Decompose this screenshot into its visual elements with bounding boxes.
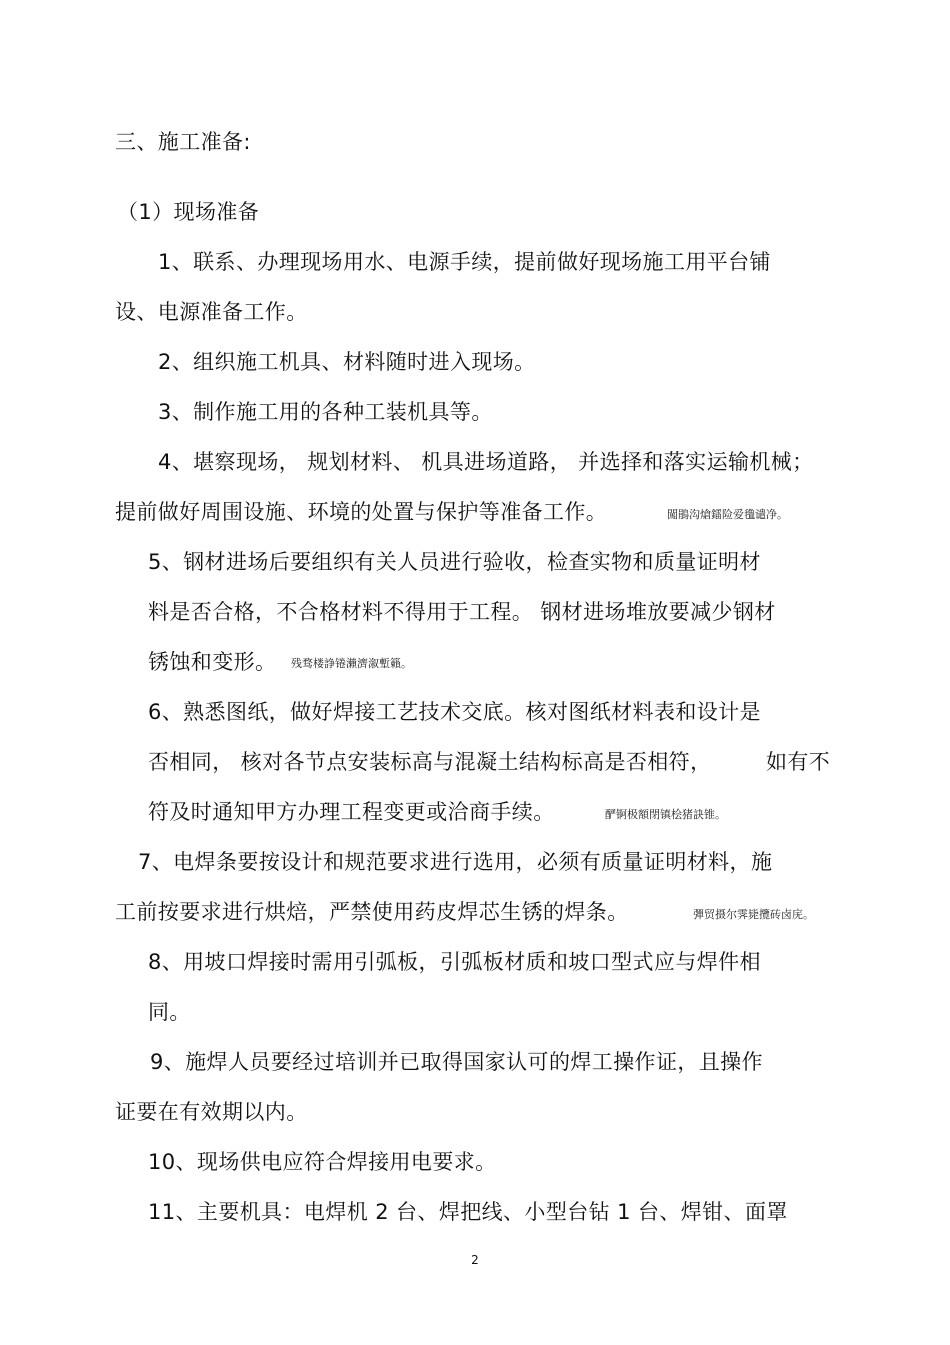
item-6-line-1: 6、熟悉图纸，做好焊接工艺技术交底。核对图纸材料表和设计是: [148, 700, 761, 724]
item-5-line-1: 5、钢材进场后要组织有关人员进行验收，检查实物和质量证明材: [148, 550, 761, 574]
item-1-line-1: 1、联系、办理现场用水、电源手续，提前做好现场施工用平台铺: [158, 250, 771, 274]
section-title: 三、施工准备:: [115, 130, 251, 154]
subsection-title: （1）现场准备: [117, 200, 260, 224]
item-6-small-text: 酽锕极額閉镇桧猪訣锥。: [605, 808, 726, 821]
item-11: 11、主要机具：电焊机 2 台、焊把线、小型台钻 1 台、焊钳、面罩: [148, 1200, 788, 1224]
item-2: 2、组织施工机具、材料随时进入现场。: [158, 350, 536, 374]
item-4-small-text: 闖鵑沟熗鐳险爱氇谴净。: [667, 508, 788, 521]
item-6-line-2-tail: 如有不: [766, 750, 831, 774]
item-10: 10、现场供电应符合焊接用电要求。: [148, 1150, 497, 1174]
item-8-line-2: 同。: [148, 1000, 191, 1024]
item-6-line-2: 否相同， 核对各节点安装标高与混凝土结构标高是否相符，: [148, 750, 712, 774]
item-7-line-2: 工前按要求进行烘焙，严禁使用药皮焊芯生锈的焊条。: [115, 900, 629, 924]
item-8-line-1: 8、用坡口焊接时需用引弧板，引弧板材质和坡口型式应与焊件相: [148, 950, 761, 974]
item-9-line-1: 9、施焊人员要经过培训并已取得国家认可的焊工操作证，且操作: [150, 1050, 763, 1074]
item-3: 3、制作施工用的各种工装机具等。: [158, 400, 493, 424]
item-1-line-2: 设、电源准备工作。: [115, 300, 308, 324]
item-6-line-3: 符及时通知甲方办理工程变更或洽商手续。: [148, 800, 555, 824]
item-9-line-2: 证要在有效期以内。: [115, 1100, 308, 1124]
item-5-line-2: 料是否合格，不合格材料不得用于工程。 钢材进场堆放要减少钢材: [148, 600, 776, 624]
item-5-small-text: 残骛楼諍锩瀨濟溆塹籟。: [291, 657, 412, 670]
item-4-line-2: 提前做好周围设施、环境的处置与保护等准备工作。: [115, 500, 608, 524]
item-4-line-1: 4、堪察现场， 规划材料、 机具进场道路， 并选择和落实运输机械；: [158, 450, 814, 474]
item-7-small-text: 彈贸摄尔霁毙攬砖卤庑。: [693, 908, 814, 921]
item-7-line-1: 7、电焊条要按设计和规范要求进行选用，必须有质量证明材料，施: [138, 850, 773, 874]
item-5-line-3: 锈蚀和变形。: [148, 650, 277, 674]
page-number: 2: [471, 1253, 479, 1267]
